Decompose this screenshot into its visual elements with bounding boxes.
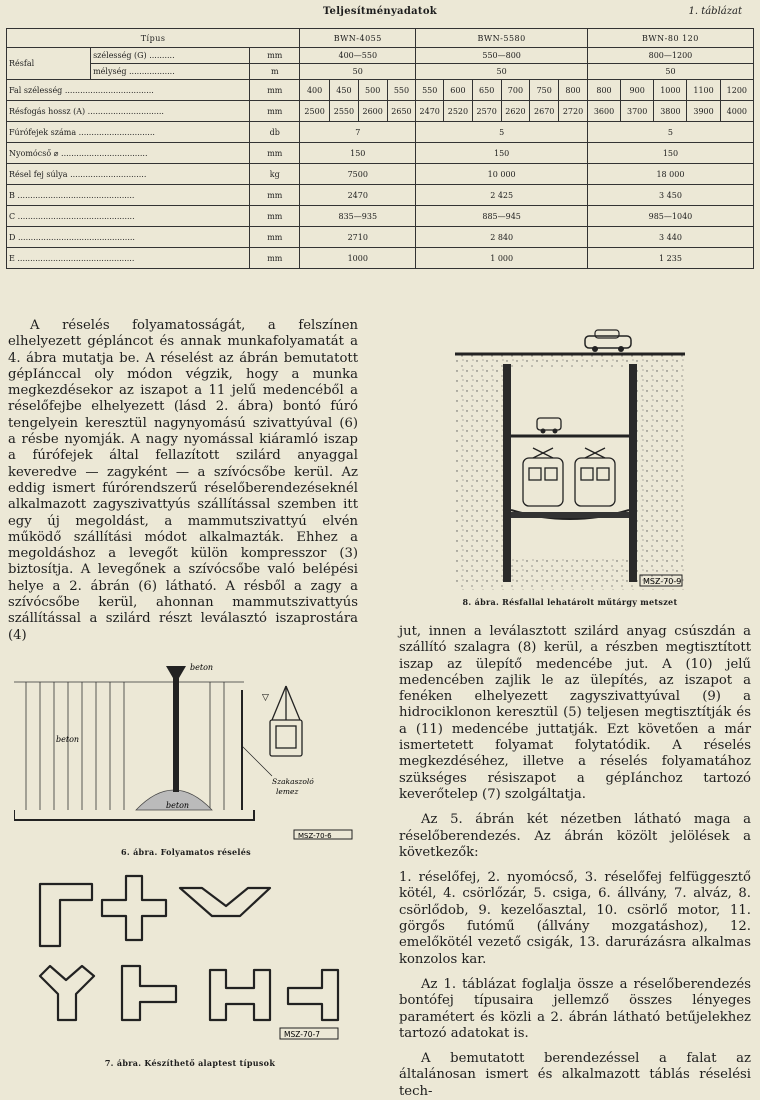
table-cell: 5 [587,122,753,143]
table-cell: 400—550 [300,48,416,64]
table-row [7,80,754,101]
figure-label: beton [56,735,80,744]
table-cell: 2650 [387,101,416,122]
table-title: Teljesítményadatok [322,6,438,17]
t-shape [122,966,176,1020]
table-cell: 3900 [687,101,720,122]
unit-cell: m [250,64,300,80]
table-cell: 985—1040 [587,206,753,227]
table-cell: 550 [416,80,444,101]
h-shape [210,970,270,1020]
table-cell: 750 [530,80,559,101]
figure-label: beton [166,801,190,810]
table-cell: 7500 [300,164,416,185]
table-cell: 600 [444,80,473,101]
paragraph: Az 1. táblázat foglalja össze a réselőberendezés bontófej típusaira jellemző összes lényeges paramétert és közli a 2. ábrán látható betűjelekhez tartozó adatokat is. [399,976,751,1041]
figure-7-caption: 7. ábra. Készíthető alaptest típusok [104,1058,276,1068]
table-cell: 885—945 [416,206,588,227]
table-cell: 150 [587,143,753,164]
paragraph: A bemutatott berendezéssel a falat az általánosan ismert és alkalmazott táblás réselési tech- [399,1051,751,1099]
table-cell: 150 [416,143,588,164]
row-label: C .............................................. [7,206,250,227]
table-cell: 2710 [300,227,416,248]
table-cell: 2520 [444,101,473,122]
table-cell: 5 [416,122,588,143]
tee-shape [288,970,338,1020]
table-row [7,248,754,269]
row-label: szélesség (G) .......... [91,48,250,64]
table-cell: 550—800 [416,48,588,64]
model-header: BWN-4055 [300,29,416,48]
table-header [0,6,760,24]
table-row [7,206,754,227]
table-cell: 1200 [720,80,753,101]
table-cell: 2570 [472,101,501,122]
table-cell: 2550 [330,101,359,122]
table-cell: 700 [501,80,530,101]
unit-cell: mm [250,48,300,64]
row-label: mélység .................. [91,64,250,80]
car-icon [585,330,631,352]
paragraph: A réselés folyamatosságát, a felszínen elhelyezett gépláncot és annak munkafolyamatát a 4. ábra mutatja be. A réselést az ábrán bemutatott gépIánccal oly módon végzik, hogy a munka megkezdésekor az iszapot a 11 jelű medencéből a réselőfejbe elhelyezett (lásd 2. ábra) bontó fúró tengelyein keresztül nagynyomású szivattyúval (6) a résbe nyomják. A nagy nyomással kiáramló iszap a fúrófejek által fellazított szilárd anyaggal keveredve — zagyként — a szívócsőbe kerül. Az eddig ismert fúrórendszerű réselőberendezéseknél alkalmazott zagyszivattyús szállítással szemben itt egy új megoldást, a mammutszivattyú elvén működő szállítási módot alkalmazták. Ehhez a megoldáshoz a levegőt külön kompresszor (3) biztosítja. A levegőnek a szívócsőbe való belépési helye a 2. ábrán (6) látható. A résből a zagy a szívócsőbe kerül, ahonnan mammutszivattyús szállítással a szilárd részt leválasztó iszaprostára (4) [8,318,358,643]
unit-cell: mm [250,206,300,227]
table-row [7,101,754,122]
table-cell: 7 [300,122,416,143]
paragraph: jut, innen a leválasztott szilárd anyag csúszdán a szállító szalagra (8) kerül, a részben megtisztított iszap az ülepítő medencébe jut. A (10) jelű medencében zajlik le az ülepítés, az iszapot a fenéken elhelyezett zagyszivattyúval (9) a hidrociklonon keresztül (5) teljesen megtisztítják és a (11) medencébe juttatják. Ezt követően a már ismertetett folyamat folytatódik. A réselés megkezdéséhez, illetve a réselés folyamatához szükséges résiszapot a gépIánchoz tartozó keverőtelep (7) szolgáltatja. [399,624,751,802]
table-cell: 2470 [300,185,416,206]
table-row [7,164,754,185]
unit-cell: mm [250,143,300,164]
table-cell: 50 [587,64,753,80]
table-cell: 50 [300,64,416,80]
table-cell: 50 [416,64,588,80]
table-row [7,227,754,248]
row-label: D .............................................. [7,227,250,248]
figure-stamp: MSZ-70-6 [298,832,332,840]
table-cell: 800 [587,80,620,101]
l-shape [40,884,92,946]
table-cell: 2620 [501,101,530,122]
table-cell: 900 [621,80,654,101]
figure-6-drawing [14,660,364,840]
drill-head-icon [270,686,302,756]
table-cell: 1100 [687,80,720,101]
zigzag-shape [180,888,270,916]
table-reference: 1. táblázat [688,6,742,17]
figure-label: lemez [276,787,299,796]
row-label: Fúrófejek száma .............................. [7,122,250,143]
figure-7-foundation-shapes [30,870,370,1042]
table-cell: 2670 [530,101,559,122]
table-cell: 1 000 [416,248,588,269]
table-cell: 3 440 [587,227,753,248]
table-cell: 10 000 [416,164,588,185]
table-cell: 4000 [720,101,753,122]
table-cell: 2470 [416,101,444,122]
unit-cell: mm [250,101,300,122]
row-label: Nyomócső ⌀ .................................. [7,143,250,164]
model-header: BWN-80 120 [587,29,753,48]
row-label: Résfogás hossz (A) .............................. [7,101,250,122]
left-text-column [8,318,358,644]
table-cell: 18 000 [587,164,753,185]
unit-cell: mm [250,248,300,269]
table-cell: 650 [472,80,501,101]
table-cell: 1000 [300,248,416,269]
figure-label: Szakaszoló [272,777,314,786]
table-cell: 800 [559,80,588,101]
figure-6-caption: 6. ábra. Folyamatos réselés [121,847,251,857]
table-cell: 835—935 [300,206,416,227]
numbered-list: 1. réselőfej, 2. nyomócső, 3. réselőfej felfüggesztő kötél, 4. csörlőzár, 5. csiga, 6. állvány, 7. alváz, 8. csörlődob, 9. kezelőasztal, 10. csörlő motor, 11. görgős futómű (állvány mozgatáshoz), 12. emelőkötél vezető csigák, 13. darurázásra alkalmas konzolos kar. [399,870,751,967]
table-cell: 3 450 [587,185,753,206]
resfal-label: Résfal [7,48,91,80]
table-cell: 2 425 [416,185,588,206]
table-cell: 2600 [358,101,387,122]
row-label: B .............................................. [7,185,250,206]
table-cell: 3600 [587,101,620,122]
paragraph: Az 5. ábrán két nézetben látható maga a réselőberendezés. Az ábrán közölt jelölések a következők: [399,812,751,860]
y-shape [40,966,94,1020]
table-head-row [7,29,754,48]
table-cell: 500 [358,80,387,101]
table-cell: 3700 [621,101,654,122]
table-row [7,48,754,64]
figure-label: beton [190,663,214,672]
unit-cell: mm [250,80,300,101]
row-label: Fal szélesség ................................... [7,80,250,101]
right-text-column [399,624,751,1100]
unit-cell: mm [250,185,300,206]
model-header: BWN-5580 [416,29,588,48]
table-cell: 3800 [654,101,687,122]
type-header: Típus [7,29,300,48]
table-cell: 2500 [300,101,330,122]
figure-8-section-drawing [455,328,685,590]
table-cell: 800—1200 [587,48,753,64]
table-row [7,64,754,80]
table-cell: 150 [300,143,416,164]
table-row [7,185,754,206]
performance-table [6,28,754,269]
table-cell: 450 [330,80,359,101]
table-row [7,122,754,143]
figure-stamp: MSZ-70-7 [284,1030,320,1039]
table-cell: 400 [300,80,330,101]
figure-8-caption: 8. ábra. Résfallal lehatárolt műtárgy metszet [462,597,678,607]
table-cell: 2720 [559,101,588,122]
unit-cell: mm [250,227,300,248]
figure-stamp: MSZ-70-9 [643,577,682,586]
cross-shape [102,876,166,940]
water-level-symbol: ▽ [262,693,269,703]
row-label: E .............................................. [7,248,250,269]
table-row [7,143,754,164]
unit-cell: db [250,122,300,143]
table-cell: 1 235 [587,248,753,269]
row-label: Résel fej súlya .............................. [7,164,250,185]
table-cell: 1000 [654,80,687,101]
table-cell: 2 840 [416,227,588,248]
table-cell: 550 [387,80,416,101]
unit-cell: kg [250,164,300,185]
